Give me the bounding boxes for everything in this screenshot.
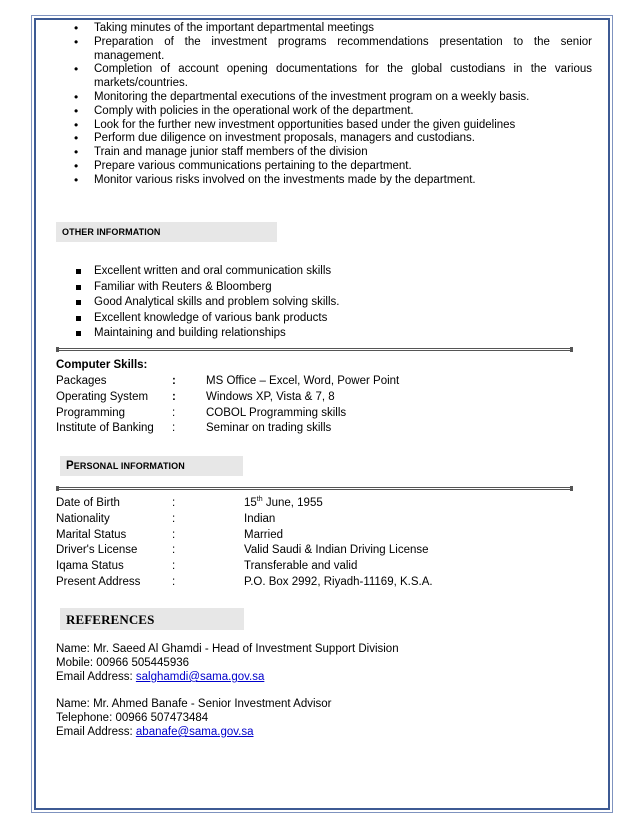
other-information-item: Familiar with Reuters & Bloomberg — [94, 280, 339, 296]
reference-phone: Telephone: 00966 507473484 — [56, 712, 209, 724]
divider-cap — [570, 486, 573, 491]
duty-item: • Completion of account opening documentations for the global custodians in the various markets/countries. — [94, 63, 592, 91]
reference-email-link[interactable]: salghamdi@sama.gov.sa — [135, 671, 265, 683]
references-list — [56, 642, 399, 739]
row-value: P.O. Box 2992, Riyadh-11169, K.S.A. — [244, 575, 433, 588]
duty-item: • Preparation of the investment programs recommendations presentation to the senior management. — [94, 36, 592, 64]
personal-information-table — [56, 496, 576, 591]
heading-initial: P — [66, 460, 74, 472]
computer-skills-row — [56, 374, 576, 390]
references-heading: REFERENCES — [66, 612, 155, 627]
computer-skills-row — [56, 406, 576, 422]
row-separator: : — [172, 560, 176, 573]
row-label: Programming — [56, 406, 126, 419]
spacer — [56, 684, 399, 697]
personal-information-heading — [66, 460, 185, 472]
row-label: Iqama Status — [56, 560, 124, 573]
heading-rest: ERSONAL INFORMATION — [73, 461, 185, 471]
row-value: Married — [244, 528, 283, 541]
row-label: Packages — [56, 375, 107, 387]
row-separator: : — [172, 422, 176, 435]
dob-day: 15 — [244, 497, 257, 509]
reference-email-line — [56, 670, 399, 684]
reference-email-line — [56, 725, 399, 739]
reference-name: Name: Mr. Saeed Al Ghamdi - Head of Investment Support Division — [56, 643, 399, 655]
row-value — [244, 496, 323, 512]
other-information-heading-bar — [56, 222, 277, 242]
duty-item: • Perform due diligence on investment proposals, managers and custodians. — [94, 132, 592, 146]
reference-email-link[interactable]: abanafe@sama.gov.sa — [135, 726, 254, 738]
other-information-item: Good Analytical skills and problem solving skills. — [94, 295, 339, 311]
section-divider — [56, 348, 572, 351]
other-information-heading: OTHER INFORMATION — [62, 227, 161, 237]
duty-item: • Monitor various risks involved on the investments made by the department. — [94, 174, 592, 188]
other-information-item: Excellent written and oral communication skills — [94, 264, 339, 280]
divider-cap — [56, 347, 59, 352]
row-label: Operating System — [56, 390, 149, 403]
row-label: Driver's License — [56, 544, 138, 557]
row-separator: : — [172, 406, 176, 419]
personal-info-row — [56, 528, 576, 544]
other-information-item: Excellent knowledge of various bank products — [94, 311, 339, 327]
personal-info-row — [56, 543, 576, 559]
row-value: COBOL Programming skills — [206, 406, 347, 419]
row-separator: : — [172, 575, 176, 588]
personal-information-heading-bar — [60, 456, 243, 476]
computer-skills-row — [56, 421, 576, 437]
computer-skills-heading: Computer Skills: — [56, 359, 148, 371]
personal-info-row — [56, 496, 576, 512]
row-value: MS Office – Excel, Word, Power Point — [206, 375, 400, 387]
personal-info-row — [56, 559, 576, 575]
row-separator: : — [172, 390, 176, 403]
divider-cap — [570, 347, 573, 352]
reference-phone: Mobile: 00966 505445936 — [56, 657, 190, 669]
row-value: Seminar on trading skills — [206, 422, 332, 435]
email-label: Email Address: — [56, 671, 136, 683]
references-heading-bar — [60, 608, 244, 630]
duty-item: • Monitoring the departmental executions of the investment program on a weekly basis. — [94, 91, 592, 105]
divider-cap — [56, 486, 59, 491]
dob-suffix: th — [256, 496, 263, 504]
duty-item: • Comply with policies in the operational work of the department. — [94, 105, 592, 119]
personal-info-row — [56, 512, 576, 528]
row-separator: : — [172, 497, 176, 509]
dob-rest: June, 1955 — [262, 497, 323, 509]
email-label: Email Address: — [56, 726, 136, 738]
row-value: Indian — [244, 512, 276, 525]
duty-item: • Taking minutes of the important departmental meetings — [94, 22, 592, 36]
row-label: Institute of Banking — [56, 422, 154, 435]
reference-name: Name: Mr. Ahmed Banafe - Senior Investment Advisor — [56, 698, 332, 710]
duties-list — [56, 22, 592, 188]
duties-section — [56, 22, 592, 188]
row-value: Valid Saudi & Indian Driving License — [244, 544, 429, 557]
personal-info-row — [56, 575, 576, 591]
other-information-list — [56, 264, 339, 342]
row-value: Windows XP, Vista & 7, 8 — [206, 390, 335, 403]
computer-skills-table — [56, 374, 576, 437]
duty-item: • Look for the further new investment opportunities based under the given guidelines — [94, 119, 592, 133]
row-value: Transferable and valid — [244, 560, 358, 573]
computer-skills-row — [56, 390, 576, 406]
row-separator: : — [172, 528, 176, 541]
row-label: Present Address — [56, 575, 141, 588]
row-separator: : — [172, 512, 176, 525]
other-information-item: Maintaining and building relationships — [94, 326, 339, 342]
duty-item: • Prepare various communications pertaining to the department. — [94, 160, 592, 174]
row-label: Date of Birth — [56, 497, 120, 509]
section-divider — [56, 487, 572, 490]
row-label: Nationality — [56, 512, 110, 525]
duty-item: • Train and manage junior staff members of the division — [94, 146, 592, 160]
row-label: Marital Status — [56, 528, 127, 541]
row-separator: : — [172, 544, 176, 557]
row-separator: : — [172, 375, 176, 387]
